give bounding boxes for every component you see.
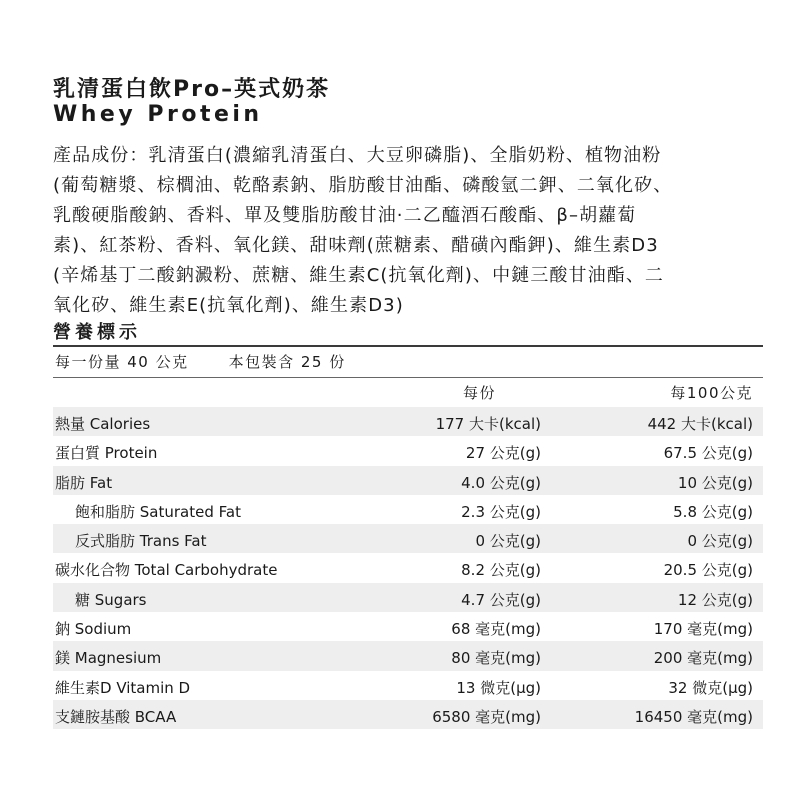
nutrition-top-rule xyxy=(53,345,763,347)
table-row xyxy=(53,671,763,700)
ingredients-line: 素)、紅茶粉、香料、氧化鎂、甜味劑(蔗糖素、醋磺內酯鉀)、維生素D3 xyxy=(53,235,659,256)
per-100g-value: 16450 毫克(mg) xyxy=(634,707,753,726)
table-row xyxy=(53,612,763,641)
table-row xyxy=(53,495,763,524)
per-serving-value: 4.7 公克(g) xyxy=(461,590,541,609)
serving-info xyxy=(55,351,386,372)
table-row xyxy=(53,436,763,465)
ingredients-line: (葡萄糖漿、棕櫚油、乾酪素鈉、脂肪酸甘油酯、磷酸氫二鉀、二氧化矽、 xyxy=(53,175,673,196)
product-title-english: Whey Protein xyxy=(53,102,263,127)
nutrition-mid-rule xyxy=(53,377,763,378)
nutrition-table xyxy=(53,407,763,729)
column-header-per-100g: 每100公克 xyxy=(670,384,753,402)
per-100g-value: 67.5 公克(g) xyxy=(663,444,753,463)
nutrient-name: 脂肪 Fat xyxy=(55,473,113,492)
per-serving-value: 6580 毫克(mg) xyxy=(432,707,541,726)
nutrient-name: 碳水化合物 Total Carbohydrate xyxy=(55,561,278,580)
per-100g-value: 20.5 公克(g) xyxy=(663,561,753,580)
serving-size: 每一份量 40 公克 xyxy=(55,353,189,371)
nutrient-name: 支鏈胺基酸 BCAA xyxy=(55,707,177,726)
nutrition-heading: 營養標示 xyxy=(53,322,141,343)
per-100g-value: 32 微克(μg) xyxy=(668,678,753,697)
per-100g-value: 10 公克(g) xyxy=(677,473,753,492)
per-serving-value: 4.0 公克(g) xyxy=(461,473,541,492)
per-serving-value: 27 公克(g) xyxy=(465,444,541,463)
per-serving-value: 8.2 公克(g) xyxy=(461,561,541,580)
ingredients-line: 產品成份：乳清蛋白(濃縮乳清蛋白、大豆卵磷脂)、全脂奶粉、植物油粉 xyxy=(53,145,662,166)
per-serving-value: 80 毫克(mg) xyxy=(451,649,541,668)
ingredients-line: 氧化矽、維生素E(抗氧化劑)、維生素D3) xyxy=(53,295,404,316)
table-row xyxy=(53,641,763,670)
nutrient-name: 熱量 Calories xyxy=(55,415,151,433)
nutrient-name: 飽和脂肪 Saturated Fat xyxy=(75,502,241,521)
product-title-chinese: 乳清蛋白飲Pro–英式奶茶 xyxy=(53,77,331,102)
per-100g-value: 12 公克(g) xyxy=(677,590,753,609)
per-100g-value: 442 大卡(kcal) xyxy=(647,415,753,433)
table-row xyxy=(53,583,763,612)
per-100g-value: 5.8 公克(g) xyxy=(673,502,753,521)
ingredients-text xyxy=(53,141,765,321)
table-row xyxy=(53,553,763,582)
ingredients-line: 乳酸硬脂酸鈉、香料、單及雙脂肪酸甘油·二乙醯酒石酸酯、β–胡蘿蔔 xyxy=(53,205,637,226)
per-100g-value: 200 毫克(mg) xyxy=(653,649,753,668)
nutrient-name: 鈉 Sodium xyxy=(55,620,132,639)
nutrient-name: 鎂 Magnesium xyxy=(55,649,162,668)
servings-per-pack: 本包裝含 25 份 xyxy=(228,353,346,371)
nutrient-name: 糖 Sugars xyxy=(75,590,147,609)
per-serving-value: 177 大卡(kcal) xyxy=(435,415,541,433)
nutrient-name: 維生素D Vitamin D xyxy=(55,678,191,697)
per-100g-value: 170 毫克(mg) xyxy=(653,620,753,639)
per-serving-value: 68 毫克(mg) xyxy=(451,620,541,639)
per-serving-value: 0 公克(g) xyxy=(475,532,541,551)
per-100g-value: 0 公克(g) xyxy=(687,532,753,551)
table-row xyxy=(53,466,763,495)
table-row xyxy=(53,524,763,553)
column-header-per-serving: 每份 xyxy=(463,384,497,402)
per-serving-value: 2.3 公克(g) xyxy=(461,502,541,521)
nutrient-name: 反式脂肪 Trans Fat xyxy=(75,532,207,551)
nutrient-name: 蛋白質 Protein xyxy=(55,444,158,463)
ingredients-line: (辛烯基丁二酸鈉澱粉、蔗糖、維生素C(抗氧化劑)、中鏈三酸甘油酯、二 xyxy=(53,265,665,286)
per-serving-value: 13 微克(μg) xyxy=(456,678,541,697)
table-row xyxy=(53,700,763,729)
table-row xyxy=(53,407,763,436)
